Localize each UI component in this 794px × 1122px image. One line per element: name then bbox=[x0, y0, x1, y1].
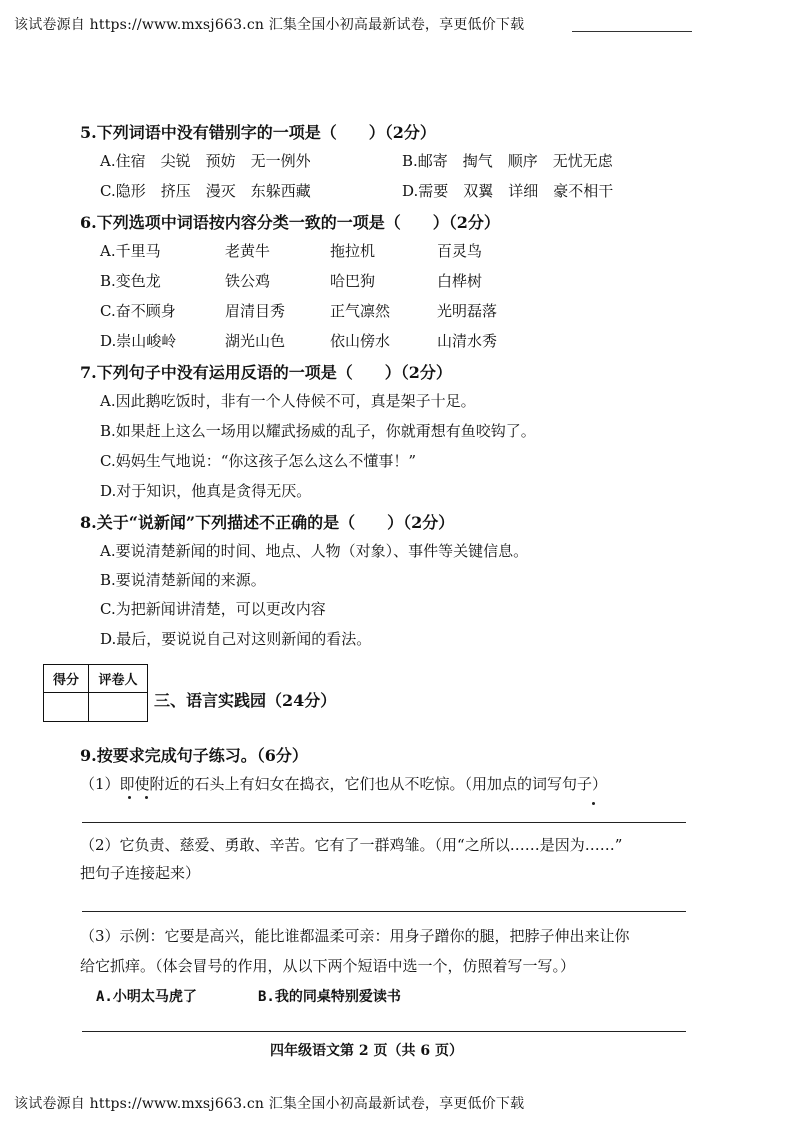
question-9-part-3-line-2: 给它抓痒。（体会冒号的作用，从以下两个短语中选一个，仿照着写一写。） bbox=[80, 957, 576, 975]
question-7-stem: 7.下列句子中没有运用反语的一项是（ ）（2分） bbox=[80, 363, 452, 382]
question-6-c-word-4: 光明磊落 bbox=[437, 302, 498, 320]
answer-line-3[interactable] bbox=[82, 1031, 686, 1032]
answer-line-2[interactable] bbox=[82, 911, 686, 912]
question-6-c-word-1: C.奋不顾身 bbox=[100, 302, 176, 320]
question-5-option-c: C.隐形 挤压 漫灭 东躲西藏 bbox=[100, 182, 311, 200]
question-7-option-c: C.妈妈生气地说：“你这孩子怎么这么不懂事！” bbox=[100, 452, 417, 470]
question-6-d-word-4: 山清水秀 bbox=[437, 332, 498, 350]
question-6-c-word-2: 眉清目秀 bbox=[225, 302, 286, 320]
score-box bbox=[43, 664, 148, 722]
section-3-title: 三、语言实践园（24分） bbox=[154, 691, 337, 710]
question-6-a-word-2: 老黄牛 bbox=[225, 242, 271, 260]
question-5-option-a: A.住宿 尖锐 预妨 无一例外 bbox=[100, 152, 311, 170]
page-number: 四年级语文第 2 页（共 6 页） bbox=[270, 1043, 463, 1059]
score-box-score-label: 得分 bbox=[44, 665, 89, 693]
question-6-b-word-2: 铁公鸡 bbox=[225, 272, 271, 290]
question-8-option-a: A.要说清楚新闻的时间、地点、人物（对象）、事件等关键信息。 bbox=[100, 542, 529, 560]
question-9-part-2-line-1: （2）它负责、慈爱、勇敢、辛苦。它有了一群鸡雏。（用“之所以……是因为……” bbox=[80, 836, 623, 854]
source-banner-top: 该试卷源自 https://www.mxsj663.cn 汇集全国小初高最新试卷，享更低价下载 bbox=[14, 17, 525, 33]
question-9-part-1: （1）即使附近的石头上有妇女在捣衣，它们也从不吃惊。（用加点的词写句子） bbox=[80, 775, 608, 793]
question-7-option-b: B.如果赶上这么一场用以耀武扬威的乱子，你就甭想有鱼咬钩了。 bbox=[100, 422, 536, 440]
question-6-d-word-1: D.崇山峻岭 bbox=[100, 332, 177, 350]
question-9-example-a: A.小明太马虎了 bbox=[96, 989, 197, 1005]
emphasis-dot bbox=[128, 796, 131, 799]
question-6-b-word-4: 白桦树 bbox=[437, 272, 483, 290]
question-8-option-b: B.要说清楚新闻的来源。 bbox=[100, 571, 266, 589]
question-5-option-d: D.需要 双翼 详细 豪不相干 bbox=[402, 182, 614, 200]
question-6-a-word-1: A.千里马 bbox=[100, 242, 161, 260]
question-5-option-b: B.邮寄 掏气 顺序 无忧无虑 bbox=[402, 152, 613, 170]
question-9-part-2-line-2: 把句子连接起来） bbox=[80, 864, 201, 882]
question-9-part-3-line-1: （3）示例：它要是高兴，能比谁都温柔可亲：用身子蹭你的腿，把脖子伸出来让你 bbox=[80, 927, 630, 945]
question-8-stem: 8.关于“说新闻”下列描述不正确的是（ ）（2分） bbox=[80, 513, 455, 532]
question-9-stem: 9.按要求完成句子练习。（6分） bbox=[80, 746, 308, 765]
question-6-c-word-3: 正气凛然 bbox=[330, 302, 391, 320]
question-6-d-word-3: 依山傍水 bbox=[330, 332, 391, 350]
question-7-option-d: D.对于知识，他真是贪得无厌。 bbox=[100, 482, 312, 500]
question-6-a-word-4: 百灵鸟 bbox=[437, 242, 483, 260]
source-banner-bottom: 该试卷源自 https://www.mxsj663.cn 汇集全国小初高最新试卷，享更低价下载 bbox=[14, 1096, 525, 1112]
question-6-stem: 6.下列选项中词语按内容分类一致的一项是（ ）（2分） bbox=[80, 213, 500, 232]
question-6-a-word-3: 拖拉机 bbox=[330, 242, 376, 260]
question-5-stem: 5.下列词语中没有错别字的一项是（ ）（2分） bbox=[80, 123, 436, 142]
question-6-d-word-2: 湖光山色 bbox=[225, 332, 286, 350]
score-box-grader-label: 评卷人 bbox=[89, 665, 148, 693]
question-9-example-b: B.我的同桌特别爱读书 bbox=[258, 989, 401, 1005]
question-6-b-word-3: 哈巴狗 bbox=[330, 272, 376, 290]
score-box-score-cell[interactable] bbox=[44, 693, 89, 722]
question-7-option-a: A.因此鹅吃饭时，非有一个人侍候不可，真是架子十足。 bbox=[100, 392, 476, 410]
answer-line-1[interactable] bbox=[82, 822, 686, 823]
question-8-option-d: D.最后，要说说自己对这则新闻的看法。 bbox=[100, 630, 372, 648]
question-6-b-word-1: B.变色龙 bbox=[100, 272, 161, 290]
score-box-grader-cell[interactable] bbox=[89, 693, 148, 722]
question-8-option-c: C.为把新闻讲清楚，可以更改内容 bbox=[100, 600, 326, 618]
emphasis-dot bbox=[145, 796, 148, 799]
banner-rule bbox=[572, 31, 692, 32]
emphasis-dot bbox=[592, 802, 595, 805]
